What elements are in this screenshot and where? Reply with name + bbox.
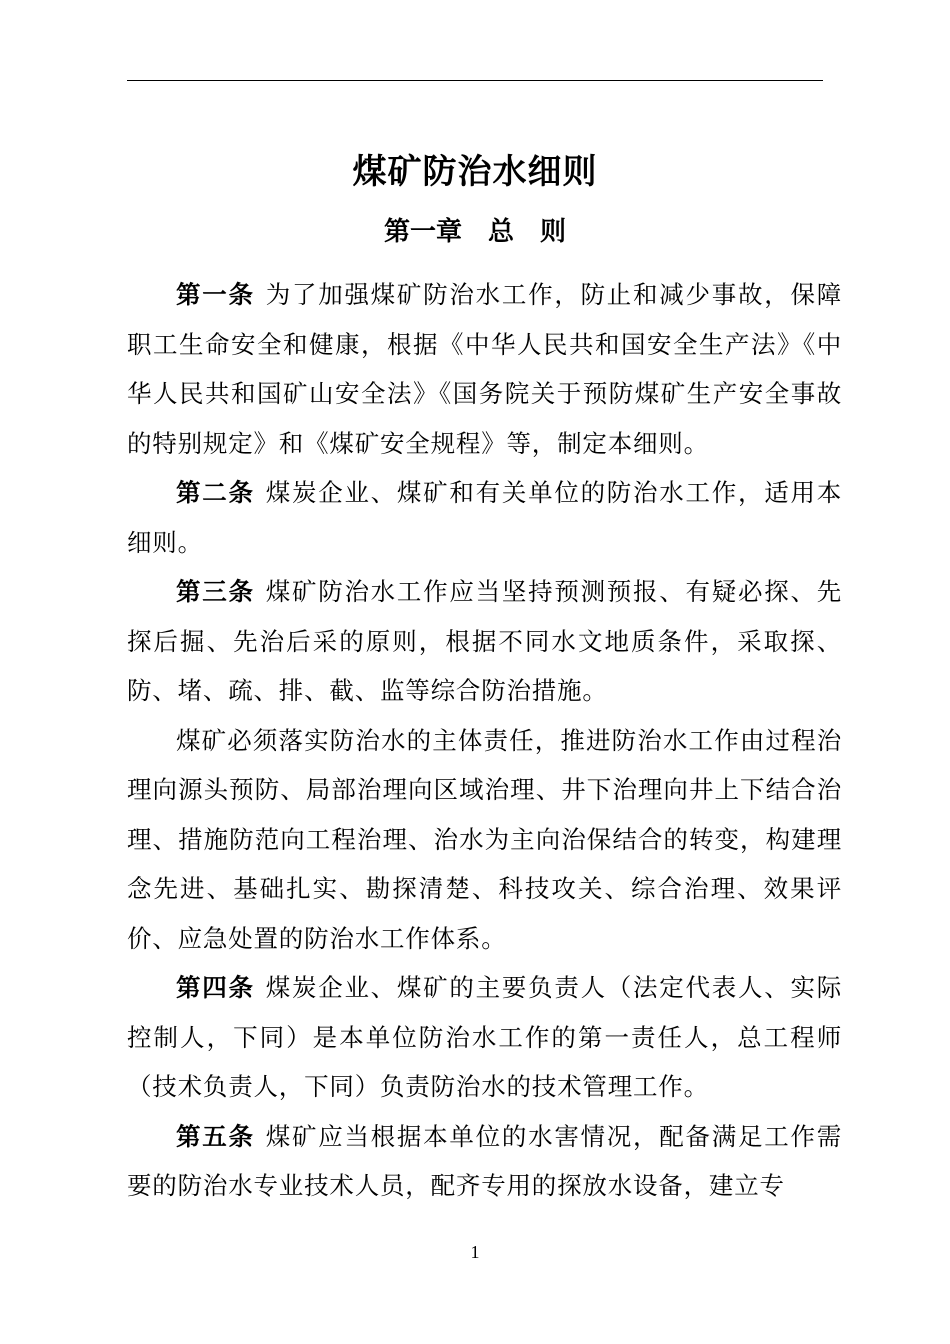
- header-rule: [127, 80, 823, 81]
- document-title: 煤矿防治水细则: [352, 152, 598, 192]
- article-1: [127, 270, 842, 468]
- article-label: 第一条: [176, 280, 255, 309]
- article-text: 煤矿必须落实防治水的主体责任，推进防治水工作由过程治理向源头预防、局部治理向区域治理、井下治理向井上下结合治理、措施防范向工程治理、治水为主向治保结合的转变，构建理念先进、基础扎实、勘探清楚、科技攻关、综合治理、效果评价、应急处置的防治水工作体系。: [127, 725, 842, 953]
- article-4: [127, 963, 842, 1112]
- article-3-continuation: [127, 716, 842, 964]
- article-label: 第五条: [176, 1121, 255, 1151]
- article-label: 第二条: [176, 478, 255, 507]
- article-label: 第四条: [176, 973, 255, 1002]
- article-2: [127, 468, 842, 567]
- article-5: [127, 1112, 842, 1211]
- article-text: 煤炭企业、煤矿和有关单位的防治水工作，适用本细则。: [127, 478, 842, 557]
- article-text: 为了加强煤矿防治水工作，防止和减少事故，保障职工生命安全和健康，根据《中华人民共和国安全生产法》《中华人民共和国矿山安全法》《国务院关于预防煤矿生产安全事故的特别规定》和《煤矿安全规程》等，制定本细则。: [127, 280, 842, 458]
- article-label: 第三条: [176, 577, 255, 606]
- article-text: 煤矿防治水工作应当坚持预测预报、有疑必探、先探后掘、先治后采的原则，根据不同水文地质条件，采取探、防、堵、疏、排、截、监等综合防治措施。: [127, 577, 842, 705]
- page-number: 1: [470, 1242, 480, 1262]
- document-body: [127, 270, 842, 1211]
- article-text: 煤炭企业、煤矿的主要负责人（法定代表人、实际控制人，下同）是本单位防治水工作的第一责任人，总工程师（技术负责人，下同）负责防治水的技术管理工作。: [127, 973, 842, 1101]
- chapter-title: 第一章 总 则: [383, 217, 566, 247]
- article-text: 煤矿应当根据本单位的水害情况，配备满足工作需要的防治水专业技术人员，配齐专用的探放水设备，建立专: [127, 1121, 842, 1200]
- article-3: [127, 567, 842, 716]
